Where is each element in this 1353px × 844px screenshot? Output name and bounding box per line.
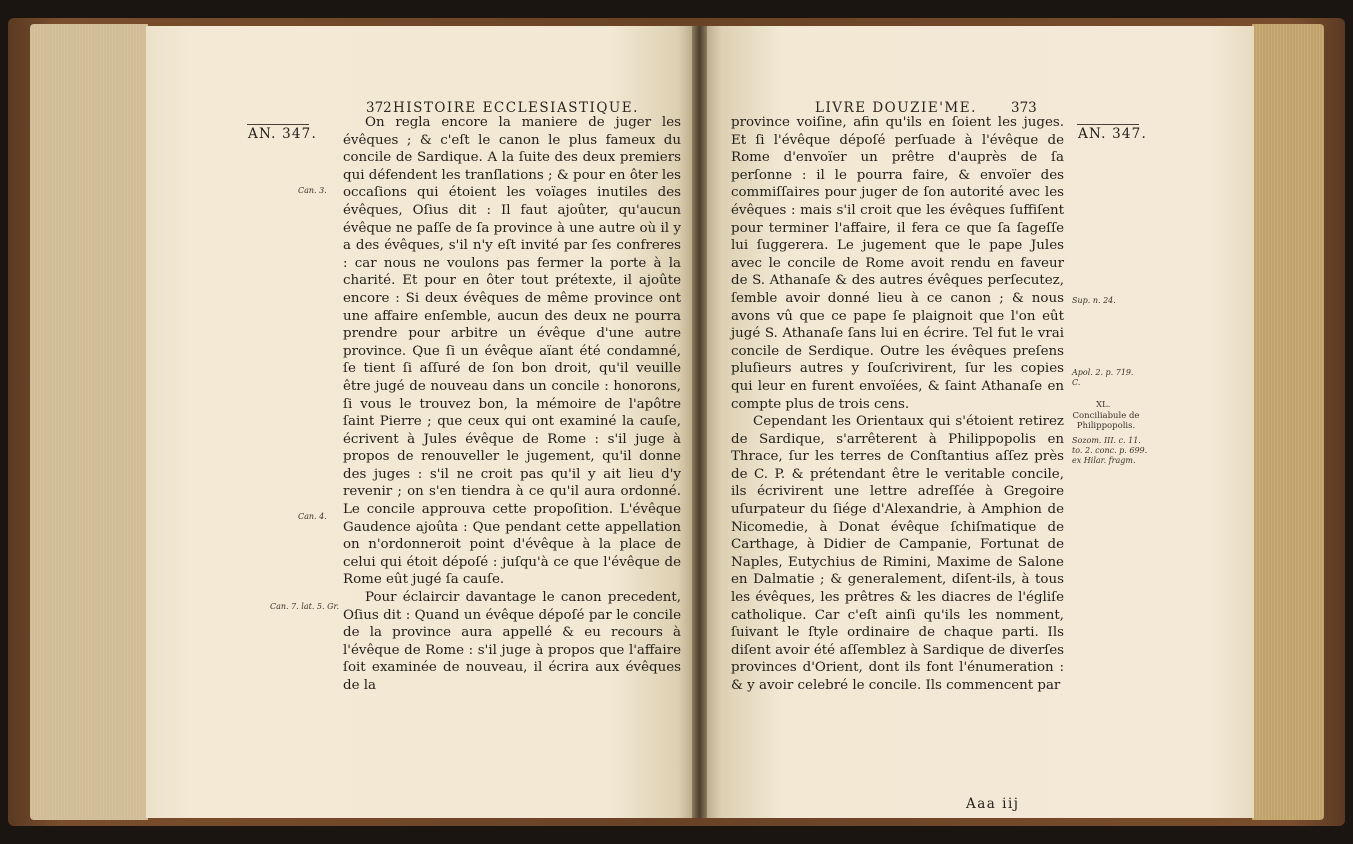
paragraph: Pour éclaircir davantage le canon precedent, Oſius dit : Quand un évêque dépoſé par le concile de la province aura appellé & eu recours à l'évêque de Rome : s'il juge à propos que l'affaire ſoit examinée de nouveau, il écrira aux évêques de la <box>343 590 681 693</box>
right-page-body <box>731 114 1064 695</box>
year-rule-right <box>1077 124 1139 125</box>
paragraph: province voiſine, afin qu'ils en ſoient les juges. Et ſi l'évêque dépoſé perſuade à l'évêque de Rome d'envoïer un prêtre d'auprès de ſa perſonne : il le pourra faire, & envoïer des commiſſaires pour juger de ſon autorité avec les évêques : mais s'il croit que les évêques ſuffiſent pour terminer l'affaire, il fera ce que ſa ſageſſe lui ſuggerera. Le jugement que le pape Jules avec le concile de Rome avoit rendu en faveur de S. Athanaſe & des autres évêques perſecutez, ſemble avoir donné lieu à ce canon ; & nous avons vû que ce pape ſe plaignoit que l'on eût jugé S. Athanaſe ſans lui en écrire. Tel fut le vrai concile de Serdique. Outre les évêques preſens pluſieurs autres y ſouſcrivirent, ſur les copies qui leur en furent envoïées, & ſaint Athanaſe en compte plus de trois cens. <box>731 115 1064 412</box>
left-page-body <box>343 114 681 695</box>
margin-note-can4: Can. 4. <box>298 512 327 521</box>
margin-note-apol: Apol. 2. p. 719. C. <box>1072 368 1134 387</box>
signature-mark: Aaa iij <box>966 796 1020 812</box>
margin-note-sozom: Sozom. III. c. 11. <box>1072 436 1141 445</box>
paragraph: On regla encore la maniere de juger les évêques ; & c'eſt le canon le plus fameux du concile de Sardique. A la ſuite des deux premiers qui défendent les tranſlations ; & pour en ôter les occaſions qui étoient les voïages inutiles des évêques, Oſius dit : Il faut ajoûter, qu'aucun évêque ne paſſe de ſa province à une autre où il y a des évêques, s'il n'y eſt invité par ſes confreres : car nous ne voulons pas fermer la porte à la charité. Et pour en ôter tout prétexte, il ajoûte encore : Si deux évêques de même province ont une affaire enſemble, aucun des deux ne pourra prendre pour arbitre un évêque d'une autre province. Que ſi un évêque aïant été condamné, ſe tient ſi aſſuré de ſon bon droit, qu'il veuille être jugé de nouveau dans un concile : honorons, ſi vous le trouvez bon, la mémoire de l'apôtre ſaint Pierre ; que ceux qui ont examiné la cauſe, écrivent à Jules évêque de Rome : s'il juge à propos de renouveller le jugement, qu'il donne des juges : s'il ne croit pas qu'il y ait lieu d'y revenir ; on s'en tiendra à ce qu'il aura ordonné. Le concile approuva cette propoſition. L'évêque Gaudence ajoûta : Que pendant cette appellation on n'ordonneroit point d'évêque à la place de celui qui étoit dépoſé : juſqu'à ce que l'évêque de Rome eût jugé ſa cauſe. <box>343 115 681 588</box>
margin-note-hilar: ex Hilar. fragm. <box>1072 456 1136 465</box>
year-note-right: AN. 347. <box>1078 126 1147 142</box>
book-gutter <box>692 26 707 818</box>
margin-note-can7: Can. 7. lat. 5. Gr. <box>270 602 339 611</box>
margin-note-can3: Can. 3. <box>298 186 327 195</box>
paragraph: Cependant les Orientaux qui s'étoient retirez de Sardique, s'arrêterent à Philippopolis en Thrace, ſur les terres de Conſtantius aſſez près de C. P. & prétendant être le veritable concile, ils écrivirent une lettre adreſſée à Gregoire uſurpateur du ſiége d'Alexandrie, à Amphion de Nicomedie, à Donat évêque ſchiſmatique de Carthage, à Didier de Campanie, Fortunat de Naples, Eutychius de Rimini, Maxime de Salone en Dalmatie ; & generalement, diſent-ils, à tous les évêques, les prêtres & les diacres de l'égliſe catholique. Car c'eſt ainſi qu'ils les nomment, ſuivant le ſtyle ordinaire de chaque parti. Ils diſent avoir été aſſemblez à Sardique de diverſes provinces d'Orient, dont ils font l'énumeration : & y avoir celebré le concile. Ils commencent par <box>731 414 1064 693</box>
page-edges-left <box>30 24 148 820</box>
page-number-left: 372 <box>366 100 392 116</box>
margin-note-section: XL. <box>1096 400 1111 410</box>
running-head-right: LIVRE DOUZIE'ME. <box>815 100 977 116</box>
margin-note-conciliabule: Conciliabule de Philippopolis. <box>1072 411 1140 431</box>
running-head-left: HISTOIRE ECCLESIASTIQUE. <box>393 100 639 116</box>
margin-note-conc: to. 2. conc. p. 699. <box>1072 446 1148 455</box>
margin-note-sup: Sup. n. 24. <box>1072 296 1116 305</box>
page-edges-right <box>1252 24 1324 820</box>
page-number-right: 373 <box>1011 100 1037 116</box>
year-rule-left <box>247 124 309 125</box>
year-note-left: AN. 347. <box>248 126 317 142</box>
